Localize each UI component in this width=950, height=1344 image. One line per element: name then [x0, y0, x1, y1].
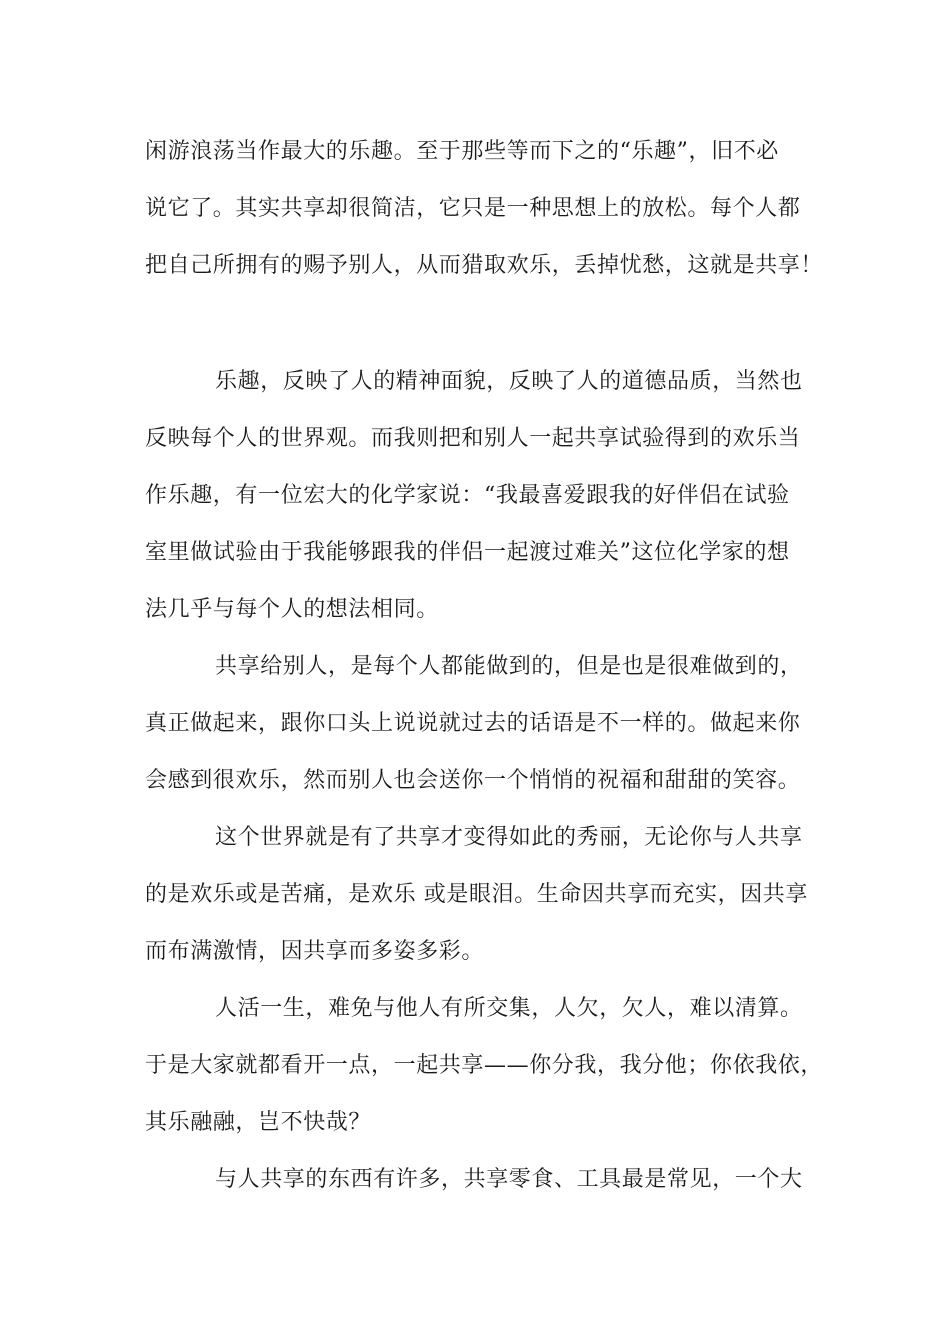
text-line: 闲游浪荡当作最大的乐趣。至于那些等而下之的“乐趣”，旧不必: [145, 139, 779, 164]
text-line: 会感到很欢乐，然而别人也会送你一个悄悄的祝福和甜甜的笑容。: [145, 768, 801, 793]
paragraph-first-line: 与人共享的东西有许多，共享零食、工具最是常见，一个大: [215, 1167, 803, 1192]
text-line: 反映每个人的世界观。而我则把和别人一起共享试验得到的欢乐当: [145, 426, 801, 451]
text-line: 的是欢乐或是苦痛，是欢乐 或是眼泪。生命因共享而充实，因共享: [145, 882, 808, 907]
text-line: 法几乎与每个人的想法相同。: [145, 597, 439, 622]
text-line: 而布满激情，因共享而多姿多彩。: [145, 939, 485, 964]
paragraph-first-line: 人活一生，难免与他人有所交集，人欠，欠人，难以清算。: [215, 996, 803, 1021]
text-line: 真正做起来，跟你口头上说说就过去的话语是不一样的。做起来你: [145, 711, 801, 736]
paragraph-first-line: 共享给别人，是每个人都能做到的，但是也是很难做到的，: [215, 654, 803, 679]
text-line: 说它了。其实共享却很简洁，它只是一种思想上的放松。每个人都: [145, 196, 801, 221]
paragraph-first-line: 这个世界就是有了共享才变得如此的秀丽，无论你与人共享: [215, 825, 803, 850]
text-line: 作乐趣，有一位宏大的化学家说：“我最喜爱跟我的好伴侣在试验: [145, 483, 790, 508]
text-line: 室里做试验由于我能够跟我的伴侣一起渡过难关”这位化学家的想: [145, 540, 790, 565]
text-line: 把自己所拥有的赐予别人，从而猎取欢乐，丢掉忧愁，这就是共享！: [145, 253, 824, 278]
text-line: 于是大家就都看开一点，一起共享——你分我，我分他；你依我依，: [145, 1053, 824, 1078]
paragraph-first-line: 乐趣，反映了人的精神面貌，反映了人的道德品质，当然也: [215, 369, 803, 394]
text-line: 其乐融融，岂不快哉？: [145, 1110, 372, 1135]
